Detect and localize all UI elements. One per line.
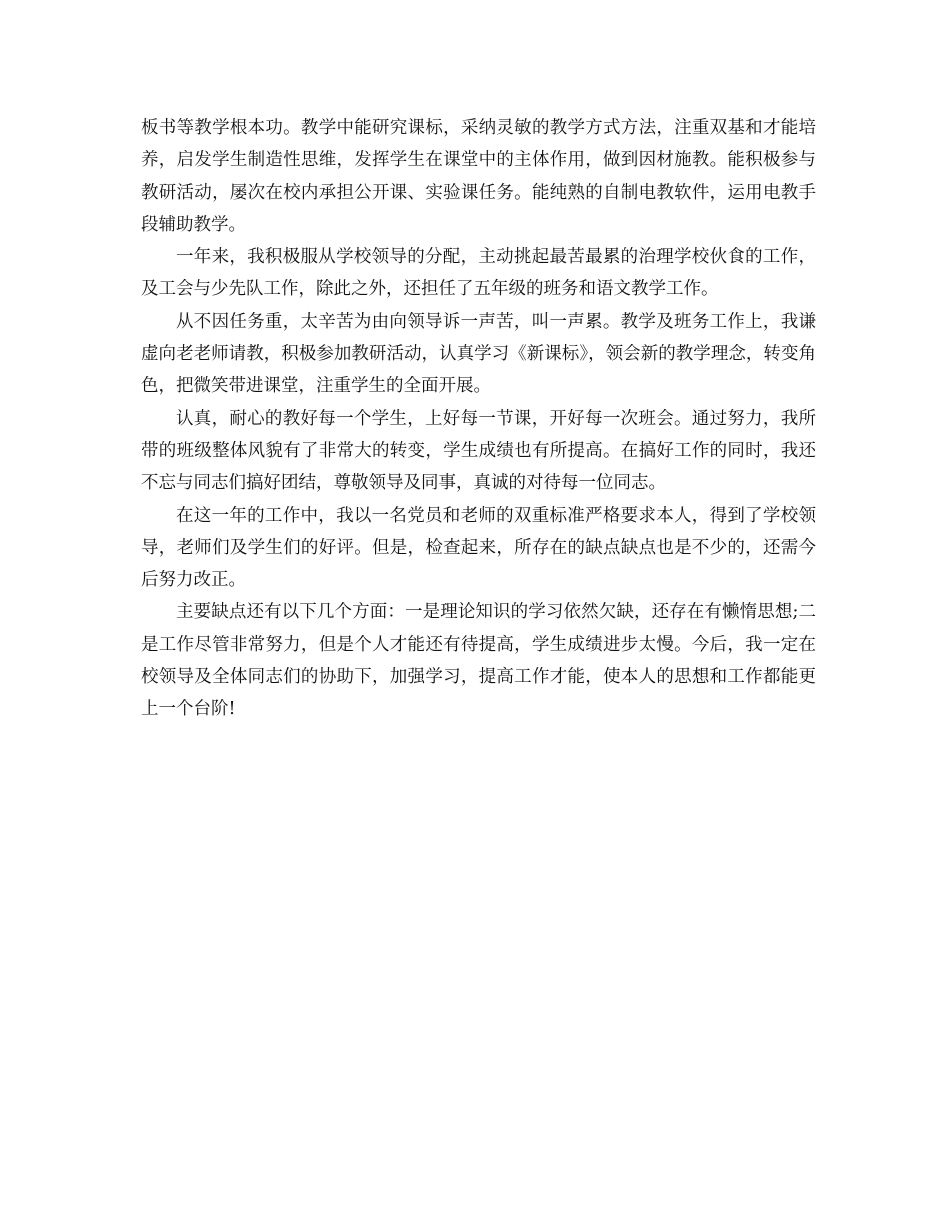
- paragraph-1: 板书等教学根本功。教学中能研究课标，采纳灵敏的教学方式方法，注重双基和才能培养，启发学生制造性思维，发挥学生在课堂中的主体作用，做到因材施教。能积极参与教研活动，屡次在校内承担公开课、实验课任务。能纯熟的自制电教软件，运用电教手段辅助教学。: [141, 118, 816, 235]
- paragraph-3: 从不因任务重，太辛苦为由向领导诉一声苦，叫一声累。教学及班务工作上，我谦虚向老老师请教，积极参加教研活动，认真学习《新课标》，领会新的教学理念，转变角色，把微笑带进课堂，注重学生的全面开展。: [141, 311, 816, 397]
- paragraph-6: 主要缺点还有以下几个方面：一是理论知识的学习依然欠缺，还存在有懒惰思想;二是工作尽管非常努力，但是个人才能还有待提高，学生成绩进步太慢。今后，我一定在校领导及全体同志们的协助下，加强学习，提高工作才能，使本人的思想和工作都能更上一个台阶!: [141, 602, 816, 720]
- paragraph-2: 一年来，我积极服从学校领导的分配，主动挑起最苦最累的治理学校伙食的工作，及工会与少先队工作，除此之外，还担任了五年级的班务和语文教学工作。: [141, 247, 816, 300]
- document-body: [141, 112, 816, 726]
- paragraph-4: 认真，耐心的教好每一个学生，上好每一节课，开好每一次班会。通过努力，我所带的班级整体风貌有了非常大的转变，学生成绩也有所提高。在搞好工作的同时，我还不忘与同志们搞好团结，尊敬领导及同事，真诚的对待每一位同志。: [141, 408, 816, 494]
- paragraph-5: 在这一年的工作中，我以一名党员和老师的双重标准严格要求本人，得到了学校领导，老师们及学生们的好评。但是，检查起来，所存在的缺点缺点也是不少的，还需今后努力改正。: [141, 505, 816, 591]
